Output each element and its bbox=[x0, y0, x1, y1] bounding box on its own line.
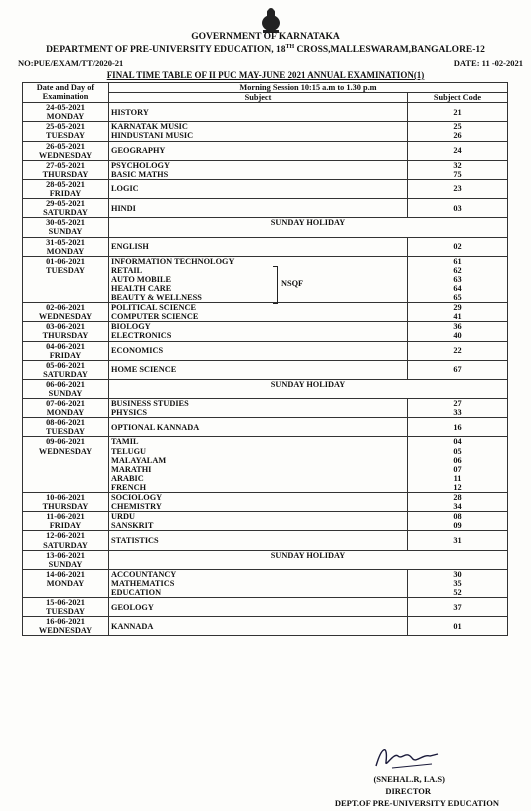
subject-name: BUSINESS STUDIES bbox=[111, 399, 189, 409]
exam-date: 24-05-2021 bbox=[46, 103, 85, 113]
subject-name: MATHEMATICS bbox=[111, 578, 175, 588]
subject-name: OPTIONAL KANNADA bbox=[111, 422, 200, 432]
exam-day: WEDNESDAY bbox=[38, 312, 93, 322]
subject-code: 27 bbox=[453, 399, 462, 409]
subject-name: BIOLOGY bbox=[111, 322, 151, 332]
subject-name: GEOGRAPHY bbox=[111, 146, 166, 156]
subject-name: URDU bbox=[111, 512, 135, 522]
signatory-designation: DIRECTOR bbox=[385, 786, 431, 796]
subject-code: 32 bbox=[453, 160, 462, 170]
subject-cell bbox=[109, 141, 408, 160]
subject-code: 37 bbox=[453, 602, 462, 612]
table-row bbox=[23, 218, 508, 237]
exam-date: 07-06-2021 bbox=[46, 399, 85, 409]
subject-name: MARATHI bbox=[111, 464, 152, 474]
subject-code: 62 bbox=[453, 265, 462, 275]
subject-cell bbox=[109, 103, 408, 122]
exam-date-cell bbox=[23, 122, 109, 141]
subject-code: 05 bbox=[453, 446, 462, 456]
subject-name: ARABIC bbox=[111, 473, 144, 483]
subject-code: 16 bbox=[453, 422, 462, 432]
subject-cell bbox=[109, 322, 408, 341]
subject-code: 22 bbox=[453, 346, 462, 356]
exam-date: 27-05-2021 bbox=[46, 160, 85, 170]
subject-code-cell bbox=[407, 531, 507, 550]
director-signature bbox=[372, 742, 442, 772]
subject-code: 11 bbox=[453, 473, 462, 483]
exam-date-cell bbox=[23, 598, 109, 617]
subject-cell bbox=[109, 160, 408, 179]
subject-code: 07 bbox=[453, 464, 462, 474]
exam-date-cell bbox=[23, 512, 109, 531]
table-row bbox=[23, 122, 508, 141]
table-row bbox=[23, 237, 508, 256]
exam-day: THURSDAY bbox=[42, 331, 89, 341]
table-row bbox=[23, 550, 508, 569]
signatory-office: DEPT.OF PRE-UNIVERSITY EDUCATION bbox=[334, 798, 499, 808]
subject-name: HEALTH CARE bbox=[111, 283, 172, 293]
timetable bbox=[22, 82, 508, 636]
exam-date: 16-06-2021 bbox=[46, 617, 85, 627]
exam-date-cell bbox=[23, 341, 109, 360]
subject-code: 21 bbox=[453, 107, 462, 117]
sunday-holiday: SUNDAY HOLIDAY bbox=[109, 379, 508, 398]
table-row bbox=[23, 617, 508, 636]
exam-date-cell bbox=[23, 103, 109, 122]
sunday-holiday: SUNDAY HOLIDAY bbox=[109, 550, 508, 569]
subject-name: AUTO MOBILE bbox=[111, 274, 172, 284]
exam-date: 14-06-2021 bbox=[46, 569, 85, 579]
subject-name: TAMIL bbox=[111, 437, 139, 447]
table-row bbox=[23, 103, 508, 122]
table-row bbox=[23, 322, 508, 341]
exam-date: 09-06-2021 bbox=[46, 437, 85, 447]
session-header: Morning Session 10:15 a.m to 1.30 p.m bbox=[109, 83, 508, 93]
subject-code: 36 bbox=[453, 322, 462, 332]
col-header-code: Subject Code bbox=[407, 93, 507, 103]
exam-day: FRIDAY bbox=[49, 350, 82, 360]
exam-date: 12-06-2021 bbox=[46, 531, 85, 541]
exam-date: 30-05-2021 bbox=[46, 218, 85, 228]
subject-code-cell bbox=[407, 437, 507, 493]
table-row bbox=[23, 141, 508, 160]
subject-name: PHYSICS bbox=[111, 408, 147, 418]
subject-code-cell bbox=[407, 199, 507, 218]
document-title: FINAL TIME TABLE OF II PUC MAY-JUNE 2021 ANNUAL EXAMINATION(1) bbox=[106, 70, 425, 80]
table-row bbox=[23, 341, 508, 360]
exam-date: 04-06-2021 bbox=[46, 341, 85, 351]
subject-name: SOCIOLOGY bbox=[111, 493, 163, 503]
subject-name: FRENCH bbox=[111, 482, 147, 492]
exam-date-cell bbox=[23, 256, 109, 302]
exam-date: 06-06-2021 bbox=[46, 379, 85, 389]
exam-day: WEDNESDAY bbox=[38, 626, 93, 636]
nsqf-label: NSQF bbox=[281, 278, 304, 288]
subject-name: INFORMATION TECHNOLOGY bbox=[111, 256, 235, 266]
subject-name: POLITICAL SCIENCE bbox=[111, 303, 197, 313]
table-row bbox=[23, 160, 508, 179]
subject-name: RETAIL bbox=[111, 265, 143, 275]
exam-date-cell bbox=[23, 399, 109, 418]
exam-date: 02-06-2021 bbox=[46, 303, 85, 313]
subject-code: 04 bbox=[453, 437, 462, 447]
table-row bbox=[23, 303, 508, 322]
subject-code: 03 bbox=[453, 203, 462, 213]
subject-name: BEAUTY & WELLNESS bbox=[111, 293, 202, 303]
subject-name: PSYCHOLOGY bbox=[111, 160, 171, 170]
table-row bbox=[23, 598, 508, 617]
subject-code: 40 bbox=[453, 331, 462, 341]
subject-name: ENGLISH bbox=[111, 242, 149, 252]
exam-date-cell bbox=[23, 379, 109, 398]
subject-code-cell bbox=[407, 418, 507, 437]
subject-code: 31 bbox=[453, 535, 462, 545]
subject-code-cell bbox=[407, 598, 507, 617]
subject-code: 30 bbox=[453, 569, 462, 579]
exam-day: SATURDAY bbox=[43, 208, 88, 218]
table-row bbox=[23, 399, 508, 418]
table-row bbox=[23, 493, 508, 512]
table-row bbox=[23, 199, 508, 218]
exam-date: 29-05-2021 bbox=[46, 199, 85, 209]
subject-code: 63 bbox=[453, 274, 462, 284]
table-row bbox=[23, 437, 508, 493]
subject-code: 06 bbox=[453, 455, 462, 465]
table-row bbox=[23, 256, 508, 302]
subject-cell bbox=[109, 531, 408, 550]
subject-code: 08 bbox=[453, 512, 462, 522]
subject-cell bbox=[109, 256, 408, 302]
exam-day: MONDAY bbox=[46, 112, 85, 122]
subject-code-cell bbox=[407, 103, 507, 122]
exam-date: 03-06-2021 bbox=[46, 322, 85, 332]
subject-code: 25 bbox=[453, 122, 462, 132]
subject-name: CHEMISTRY bbox=[111, 502, 162, 512]
subject-name: TELUGU bbox=[111, 446, 147, 456]
subject-code: 23 bbox=[453, 184, 462, 194]
subject-cell bbox=[109, 399, 408, 418]
exam-date: 31-05-2021 bbox=[46, 237, 85, 247]
subject-code-cell bbox=[407, 322, 507, 341]
col-header-date: Date and Day of Examination bbox=[23, 83, 109, 103]
exam-day: SUNDAY bbox=[48, 389, 83, 398]
subject-name: HOME SCIENCE bbox=[111, 365, 177, 375]
subject-cell bbox=[109, 418, 408, 437]
exam-date-cell bbox=[23, 218, 109, 237]
exam-date-cell bbox=[23, 360, 109, 379]
subject-code: 02 bbox=[453, 242, 462, 252]
exam-date-cell bbox=[23, 199, 109, 218]
subject-name: SANSKRIT bbox=[111, 521, 154, 531]
subject-code-cell bbox=[407, 179, 507, 198]
exam-date-cell bbox=[23, 617, 109, 636]
exam-date-cell bbox=[23, 179, 109, 198]
subject-cell bbox=[109, 437, 408, 493]
subject-name: STATISTICS bbox=[111, 535, 159, 545]
table-row bbox=[23, 512, 508, 531]
subject-name: LOGIC bbox=[111, 184, 139, 194]
subject-cell bbox=[109, 179, 408, 198]
exam-day: SUNDAY bbox=[48, 227, 83, 237]
exam-date-cell bbox=[23, 531, 109, 550]
subject-code: 35 bbox=[453, 578, 462, 588]
subject-code-cell bbox=[407, 617, 507, 636]
subject-code: 09 bbox=[453, 521, 462, 531]
subject-cell bbox=[109, 598, 408, 617]
exam-date-cell bbox=[23, 322, 109, 341]
exam-day: TUESDAY bbox=[46, 427, 85, 437]
ref-number: NO:PUE/EXAM/TT/2020-21 bbox=[18, 58, 124, 68]
table-row bbox=[23, 179, 508, 198]
subject-code-cell bbox=[407, 256, 507, 302]
subject-code: 29 bbox=[453, 303, 462, 313]
subject-cell bbox=[109, 512, 408, 531]
sunday-holiday: SUNDAY HOLIDAY bbox=[109, 218, 508, 237]
subject-code: 33 bbox=[453, 408, 462, 418]
exam-day: WEDNESDAY bbox=[38, 446, 93, 456]
signatory-name: (SNEHAL.R, I.A.S) bbox=[373, 774, 445, 784]
exam-date-cell bbox=[23, 550, 109, 569]
subject-name: ELECTRONICS bbox=[111, 331, 172, 341]
exam-date: 25-05-2021 bbox=[46, 122, 85, 132]
subject-code-cell bbox=[407, 122, 507, 141]
exam-date-cell bbox=[23, 493, 109, 512]
exam-day: FRIDAY bbox=[49, 521, 82, 531]
subject-cell bbox=[109, 617, 408, 636]
exam-date: 10-06-2021 bbox=[46, 493, 85, 503]
subject-name: MALAYALAM bbox=[111, 455, 167, 465]
exam-date: 26-05-2021 bbox=[46, 141, 85, 151]
subject-name: ECONOMICS bbox=[111, 346, 164, 356]
exam-day: FRIDAY bbox=[49, 189, 82, 199]
subject-cell bbox=[109, 199, 408, 218]
exam-day: SATURDAY bbox=[43, 540, 88, 550]
subject-cell bbox=[109, 341, 408, 360]
ref-line bbox=[18, 58, 523, 68]
exam-day: TUESDAY bbox=[46, 131, 85, 141]
subject-code: 75 bbox=[453, 169, 462, 179]
subject-code: 52 bbox=[453, 587, 462, 597]
subject-code: 64 bbox=[453, 283, 462, 293]
subject-name: COMPUTER SCIENCE bbox=[111, 312, 199, 322]
table-row bbox=[23, 569, 508, 597]
subject-cell bbox=[109, 122, 408, 141]
subject-code: 24 bbox=[453, 146, 462, 156]
exam-day: TUESDAY bbox=[46, 265, 85, 275]
exam-date-cell bbox=[23, 418, 109, 437]
exam-date: 13-06-2021 bbox=[46, 550, 85, 560]
subject-cell bbox=[109, 569, 408, 597]
exam-date: 28-05-2021 bbox=[46, 179, 85, 189]
exam-day: THURSDAY bbox=[42, 169, 89, 179]
subject-code-cell bbox=[407, 160, 507, 179]
subject-code-cell bbox=[407, 569, 507, 597]
subject-code-cell bbox=[407, 237, 507, 256]
subject-code-cell bbox=[407, 512, 507, 531]
subject-code: 26 bbox=[453, 131, 462, 141]
subject-code: 28 bbox=[453, 493, 462, 503]
exam-date-cell bbox=[23, 141, 109, 160]
issue-date: DATE: 11 -02-2021 bbox=[453, 58, 523, 68]
subject-code-cell bbox=[407, 493, 507, 512]
exam-day: TUESDAY bbox=[46, 607, 85, 617]
karnataka-emblem-icon bbox=[257, 6, 285, 34]
exam-date: 08-06-2021 bbox=[46, 418, 85, 428]
subject-cell bbox=[109, 360, 408, 379]
col-header-subject: Subject bbox=[109, 93, 408, 103]
exam-date-cell bbox=[23, 437, 109, 493]
subject-cell bbox=[109, 237, 408, 256]
exam-date-cell bbox=[23, 569, 109, 597]
exam-date: 15-06-2021 bbox=[46, 598, 85, 608]
subject-code: 12 bbox=[453, 482, 462, 492]
exam-day: MONDAY bbox=[46, 578, 85, 588]
exam-day: MONDAY bbox=[46, 408, 85, 418]
exam-date-cell bbox=[23, 303, 109, 322]
subject-name: HINDI bbox=[111, 203, 136, 213]
subject-code: 67 bbox=[453, 365, 462, 375]
exam-date-cell bbox=[23, 160, 109, 179]
subject-name: KARNATAK MUSIC bbox=[111, 122, 188, 132]
dept-heading: DEPARTMENT OF PRE-UNIVERSITY EDUCATION, 18TH CROSS,MALLESWARAM,BANGALORE-12 bbox=[46, 44, 485, 56]
table-row bbox=[23, 360, 508, 379]
subject-code: 61 bbox=[453, 256, 462, 266]
nsqf-brace bbox=[273, 266, 278, 304]
exam-day: MONDAY bbox=[46, 246, 85, 256]
subject-code: 65 bbox=[453, 293, 462, 303]
table-row bbox=[23, 418, 508, 437]
exam-day: SUNDAY bbox=[48, 559, 83, 569]
subject-name: ACCOUNTANCY bbox=[111, 569, 177, 579]
exam-date: 05-06-2021 bbox=[46, 360, 85, 370]
subject-code-cell bbox=[407, 360, 507, 379]
subject-name: GEOLOGY bbox=[111, 602, 154, 612]
subject-name: HINDUSTANI MUSIC bbox=[111, 131, 194, 141]
exam-day: SATURDAY bbox=[43, 369, 88, 379]
exam-date-cell bbox=[23, 237, 109, 256]
exam-date: 01-06-2021 bbox=[46, 256, 85, 266]
exam-date: 11-06-2021 bbox=[46, 512, 85, 522]
subject-code-cell bbox=[407, 399, 507, 418]
subject-name: KANNADA bbox=[111, 621, 154, 631]
subject-code: 01 bbox=[453, 621, 462, 631]
table-row bbox=[23, 379, 508, 398]
subject-cell bbox=[109, 303, 408, 322]
subject-code: 41 bbox=[453, 312, 462, 322]
govt-heading: GOVERNMENT OF KARNATAKA bbox=[191, 32, 340, 42]
subject-name: HISTORY bbox=[111, 107, 149, 117]
subject-cell bbox=[109, 493, 408, 512]
subject-name: EDUCATION bbox=[111, 587, 162, 597]
table-row bbox=[23, 531, 508, 550]
subject-code-cell bbox=[407, 141, 507, 160]
exam-day: WEDNESDAY bbox=[38, 150, 93, 160]
exam-day: THURSDAY bbox=[42, 502, 89, 512]
subject-code-cell bbox=[407, 341, 507, 360]
subject-code: 34 bbox=[453, 502, 462, 512]
subject-code-cell bbox=[407, 303, 507, 322]
subject-name: BASIC MATHS bbox=[111, 169, 169, 179]
